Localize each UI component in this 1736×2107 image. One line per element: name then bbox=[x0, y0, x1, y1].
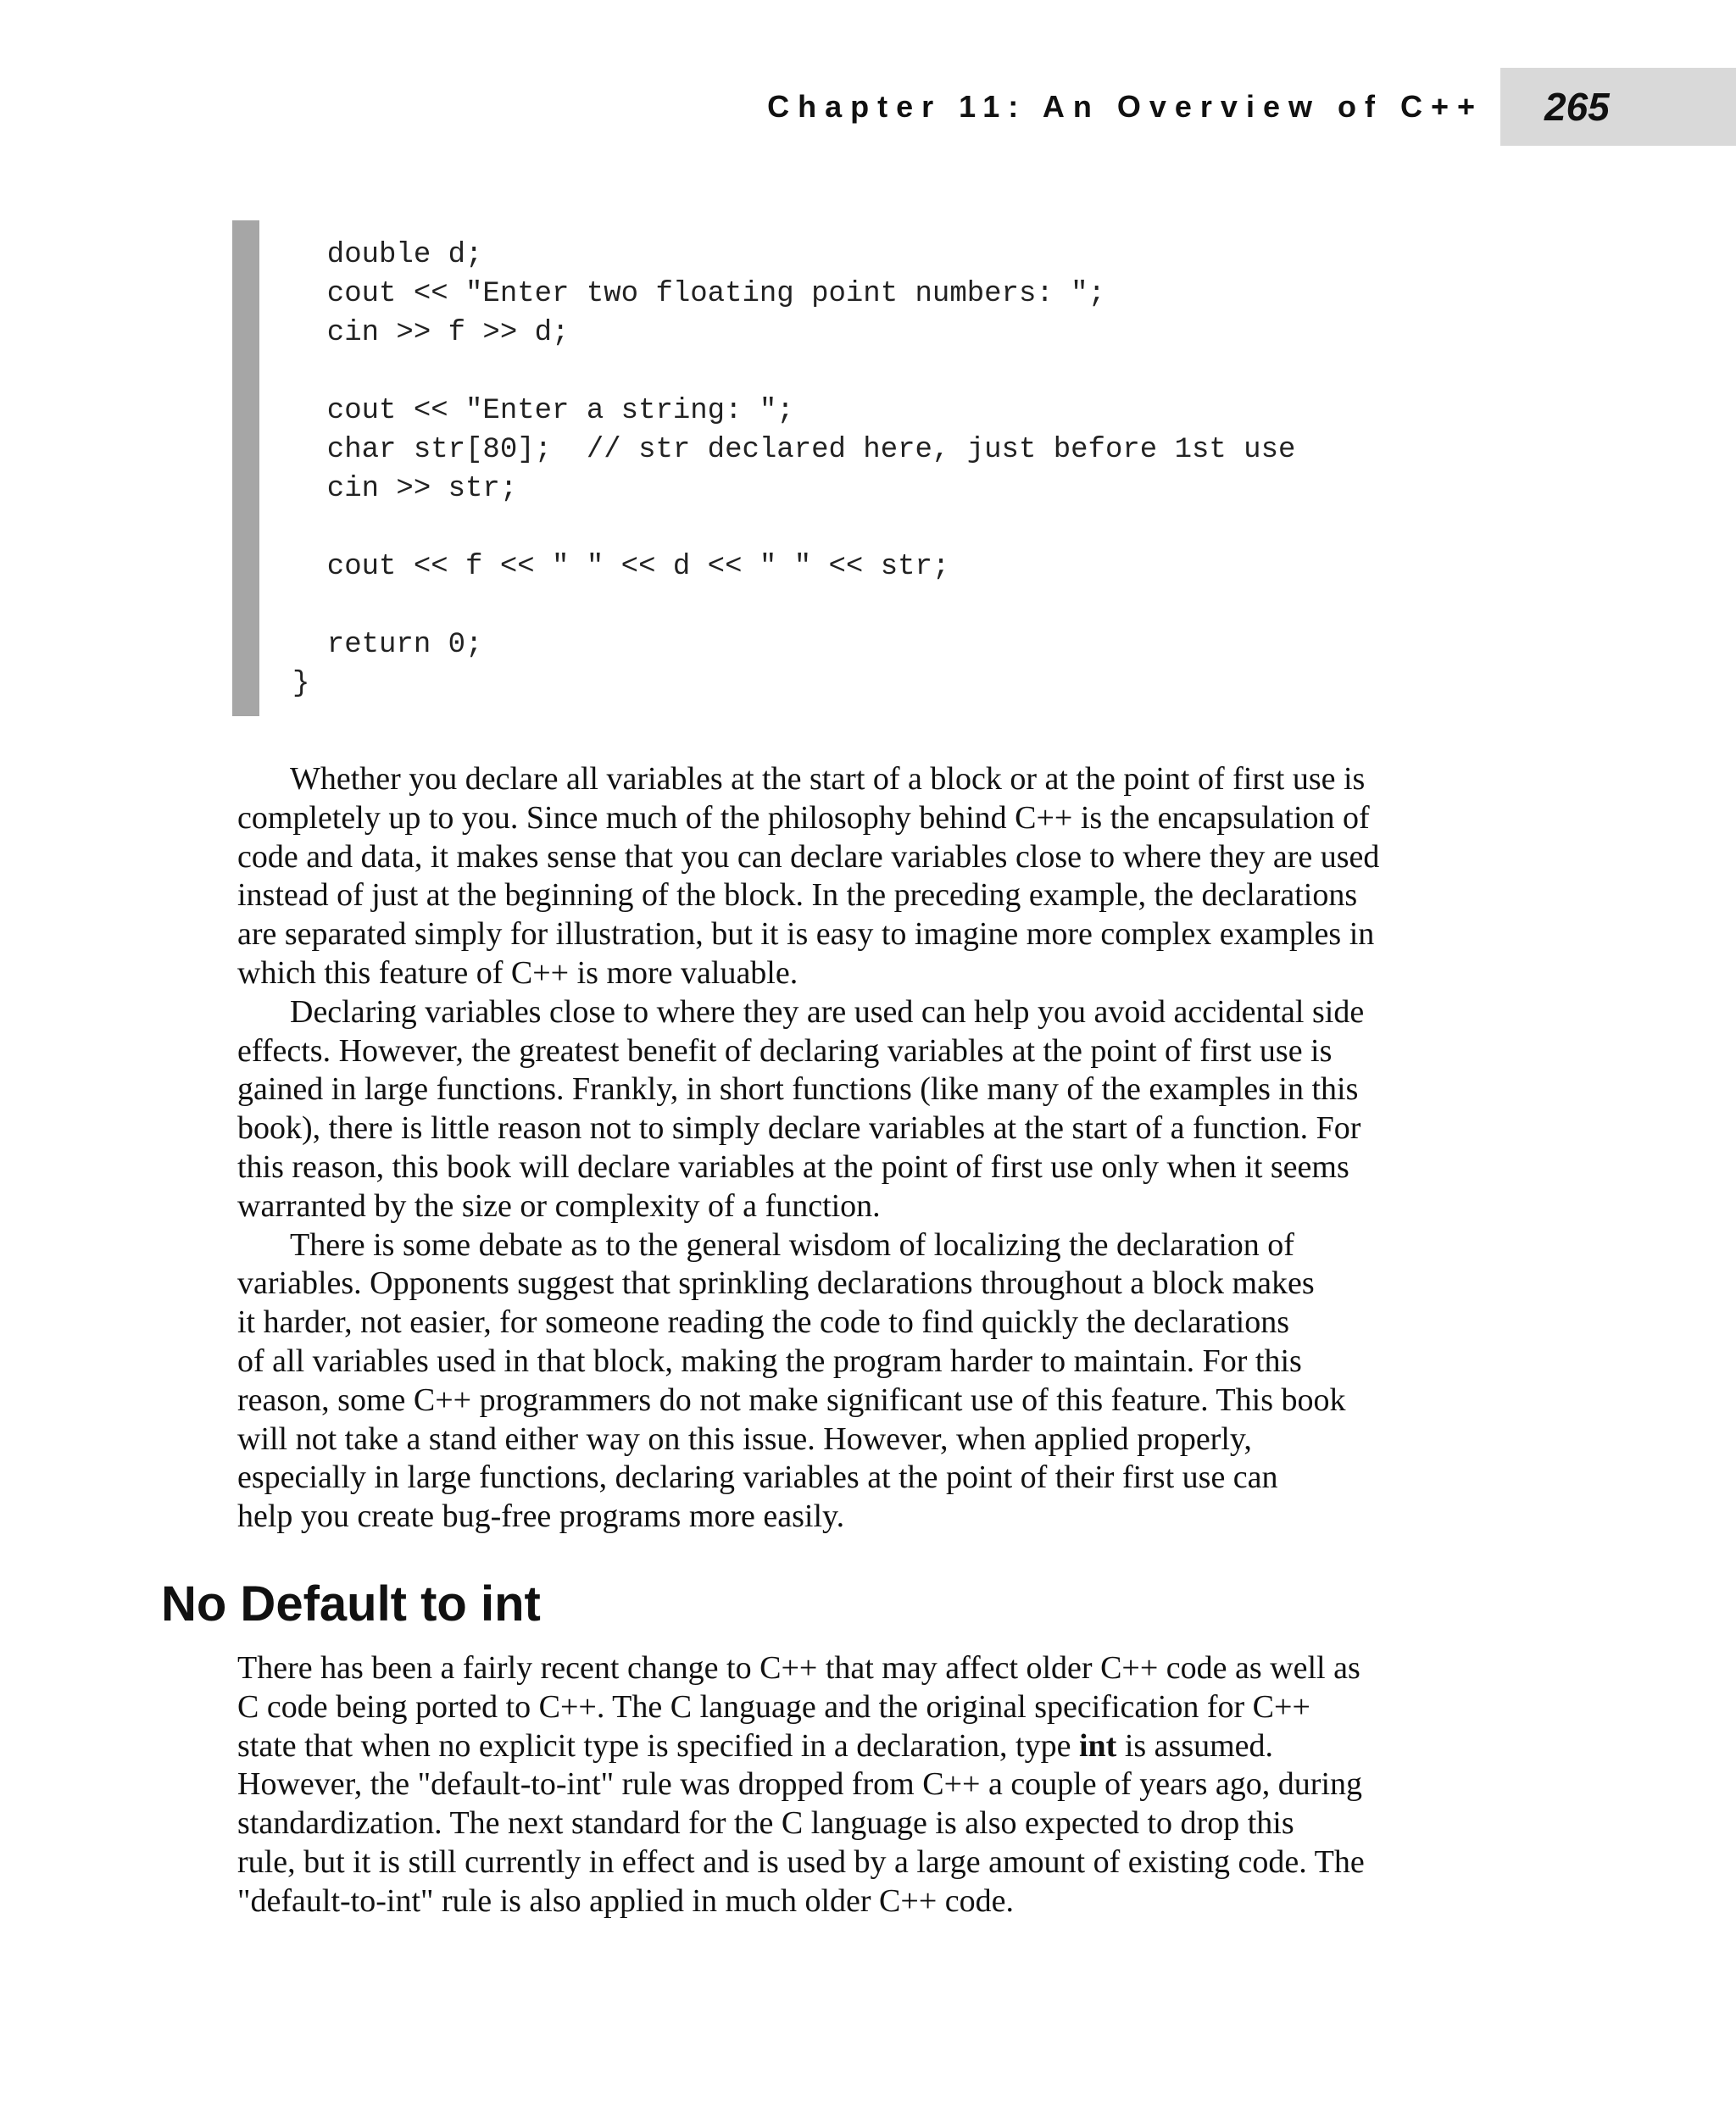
text-segment: is assumed. bbox=[1116, 1727, 1274, 1764]
text-segment: state that when no explicit type is specified in a declaration, type bbox=[237, 1727, 1079, 1764]
page-number-box bbox=[1500, 68, 1736, 146]
text-line: will not take a stand either way on this issue. However, when applied properly, bbox=[237, 1420, 1252, 1457]
text-line: of all variables used in that block, making the program harder to maintain. For this bbox=[237, 1343, 1302, 1379]
text-line: especially in large functions, declaring variables at the point of their first use can bbox=[237, 1459, 1278, 1496]
text-line: this reason, this book will declare variables at the point of first use only when it seems bbox=[237, 1148, 1349, 1185]
code-line: char str[80]; // str declared here, just before 1st use bbox=[292, 434, 1296, 466]
keyword-int: int bbox=[1078, 1727, 1117, 1764]
text-line: effects. However, the greatest benefit of declaring variables at the point of first use is bbox=[237, 1032, 1333, 1069]
section-body bbox=[237, 1649, 1492, 1921]
code-line: double d; bbox=[292, 239, 483, 271]
page-number: 265 bbox=[1544, 85, 1610, 129]
text-line: gained in large functions. Frankly, in short functions (like many of the examples in this bbox=[237, 1071, 1359, 1108]
code-line: cin >> f >> d; bbox=[292, 317, 570, 349]
text-line: Whether you declare all variables at the start of a block or at the point of first use is bbox=[290, 761, 1366, 797]
text-line: variables. Opponents suggest that sprinkling declarations throughout a block makes bbox=[237, 1265, 1315, 1302]
code-line: cin >> str; bbox=[292, 473, 518, 505]
code-line: return 0; bbox=[292, 629, 483, 661]
code-line: cout << f << " " << d << " " << str; bbox=[292, 551, 950, 583]
code-line bbox=[292, 509, 1295, 548]
text-line: C code being ported to C++. The C language and the original specification for C++ bbox=[237, 1688, 1310, 1725]
text-line: There is some debate as to the general wisdom of localizing the declaration of bbox=[290, 1226, 1294, 1263]
section-heading: No Default to int bbox=[161, 1576, 541, 1632]
code-line: cout << "Enter two floating point numbers: "; bbox=[292, 278, 1105, 310]
text-line: reason, some C++ programmers do not make significant use of this feature. This book bbox=[237, 1382, 1346, 1418]
text-line: "default-to-int" rule is also applied in much older C++ code. bbox=[237, 1882, 1014, 1919]
paragraph-3 bbox=[237, 1226, 1492, 1537]
text-line: rule, but it is still currently in effect and is used by a large amount of existing code. The bbox=[237, 1843, 1365, 1880]
text-line: code and data, it makes sense that you can declare variables close to where they are used bbox=[237, 838, 1380, 875]
text-line bbox=[237, 1727, 1492, 1766]
text-line: completely up to you. Since much of the philosophy behind C++ is the encapsulation of bbox=[237, 799, 1370, 836]
text-line: which this feature of C++ is more valuable. bbox=[237, 954, 798, 991]
code-listing-bar bbox=[232, 220, 259, 716]
text-line: There has been a fairly recent change to C++ that may affect older C++ code as well as bbox=[237, 1650, 1360, 1686]
code-line bbox=[292, 353, 1295, 392]
code-line: cout << "Enter a string: "; bbox=[292, 395, 794, 427]
running-head: Chapter 11: An Overview of C++ bbox=[767, 89, 1483, 124]
text-line: are separated simply for illustration, but it is easy to imagine more complex examples in bbox=[237, 916, 1375, 953]
text-line: warranted by the size or complexity of a function. bbox=[237, 1187, 881, 1224]
text-line: standardization. The next standard for the C language is also expected to drop this bbox=[237, 1805, 1294, 1842]
text-line: instead of just at the beginning of the block. In the preceding example, the declarations bbox=[237, 877, 1358, 914]
paragraph-2 bbox=[237, 993, 1492, 1226]
code-line bbox=[292, 587, 1295, 625]
text-line: help you create bug-free programs more easily. bbox=[237, 1498, 845, 1535]
text-line: Declaring variables close to where they are used can help you avoid accidental side bbox=[290, 993, 1365, 1030]
code-line: } bbox=[292, 668, 310, 700]
text-line: book), there is little reason not to simply declare variables at the start of a function. For bbox=[237, 1110, 1361, 1147]
text-line: However, the "default-to-int" rule was dropped from C++ a couple of years ago, during bbox=[237, 1766, 1363, 1803]
text-line: it harder, not easier, for someone reading the code to find quickly the declarations bbox=[237, 1304, 1290, 1341]
body-text bbox=[237, 760, 1492, 1537]
section-paragraph bbox=[237, 1649, 1492, 1921]
code-listing bbox=[292, 236, 1295, 703]
paragraph-1 bbox=[237, 760, 1492, 993]
